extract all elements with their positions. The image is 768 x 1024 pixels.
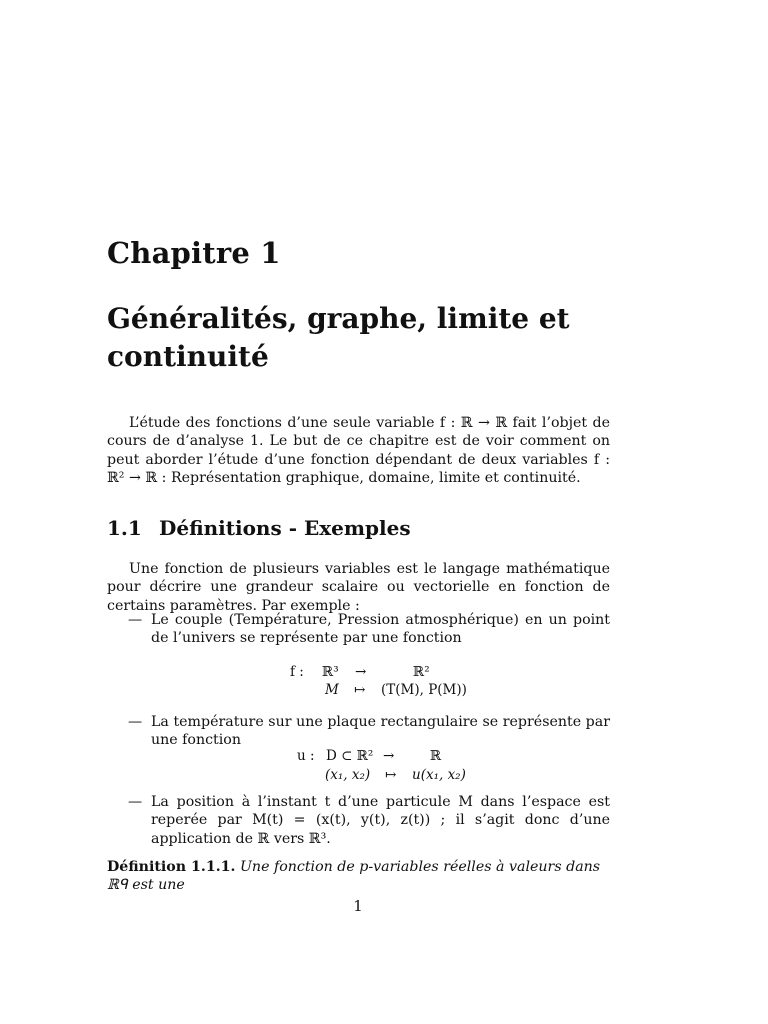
section-number: 1.1 (107, 516, 142, 540)
formula-f-name: f : (290, 664, 304, 680)
section-intro-paragraph: Une fonction de plusieurs variables est le langage mathématique pour décrire une grandeur scalaire ou vectorielle en fonction de certains paramètres. Par exemple : (107, 561, 610, 614)
formula-f-domain: ℝ³ (322, 664, 339, 680)
definition (107, 858, 610, 895)
list-dash: — (128, 714, 143, 730)
section-title: Définitions - Exemples (159, 516, 411, 540)
formula-u-image: u(x₁, x₂) (412, 767, 466, 783)
formula-f-arrow: → (355, 664, 367, 680)
intro-paragraph: L’étude des fonctions d’une seule variable f : ℝ → ℝ fait l’objet de cours de d’analyse 1. Le but de ce chapitre est de voir comment on peut aborder l’étude d’une fonction dépendant de deux variables f : ℝ² → ℝ : Représentation graphique, domaine, limite et continuité. (107, 415, 610, 486)
formula-f-var: M (325, 682, 339, 698)
formula-u-var: (x₁, x₂) (325, 767, 371, 783)
definition-text: Une fonction de p-variables réelles à valeurs dans ℝᑫ est une (107, 859, 601, 894)
list-item-text: La position à l’instant t d’une particule M dans l’espace est reperée par M(t) = (x(t), y(t), z(t)) ; il s’agit donc d’une application de ℝ vers ℝ³. (151, 794, 610, 847)
chapter-label: Chapitre 1 (107, 236, 281, 270)
definition-label: Définition 1.1.1. (107, 859, 236, 875)
list-item-text: Le couple (Température, Pression atmosphérique) en un point de l’univers se représente par une fonction (151, 612, 610, 647)
list-item (128, 793, 610, 848)
list-dash: — (128, 612, 143, 628)
list-dash: — (128, 794, 143, 810)
formula-u-mapsto: ↦ (385, 767, 397, 783)
list-item (128, 611, 610, 648)
chapter-title: Généralités, graphe, limite et continuité (107, 302, 570, 373)
page-number: 1 (353, 897, 363, 915)
list-item (128, 713, 610, 750)
formula-u-domain: D ⊂ ℝ² (326, 748, 374, 764)
formula-f-image: (T(M), P(M)) (381, 682, 467, 698)
formula-u-name: u : (297, 748, 315, 764)
formula-f-codomain: ℝ² (413, 664, 430, 680)
formula-u-codomain: ℝ (430, 748, 442, 764)
formula-u-arrow: → (383, 748, 395, 764)
list-item-text: La température sur une plaque rectangulaire se représente par une fonction (151, 714, 610, 749)
section-heading (107, 516, 411, 540)
formula-f-mapsto: ↦ (354, 682, 366, 698)
